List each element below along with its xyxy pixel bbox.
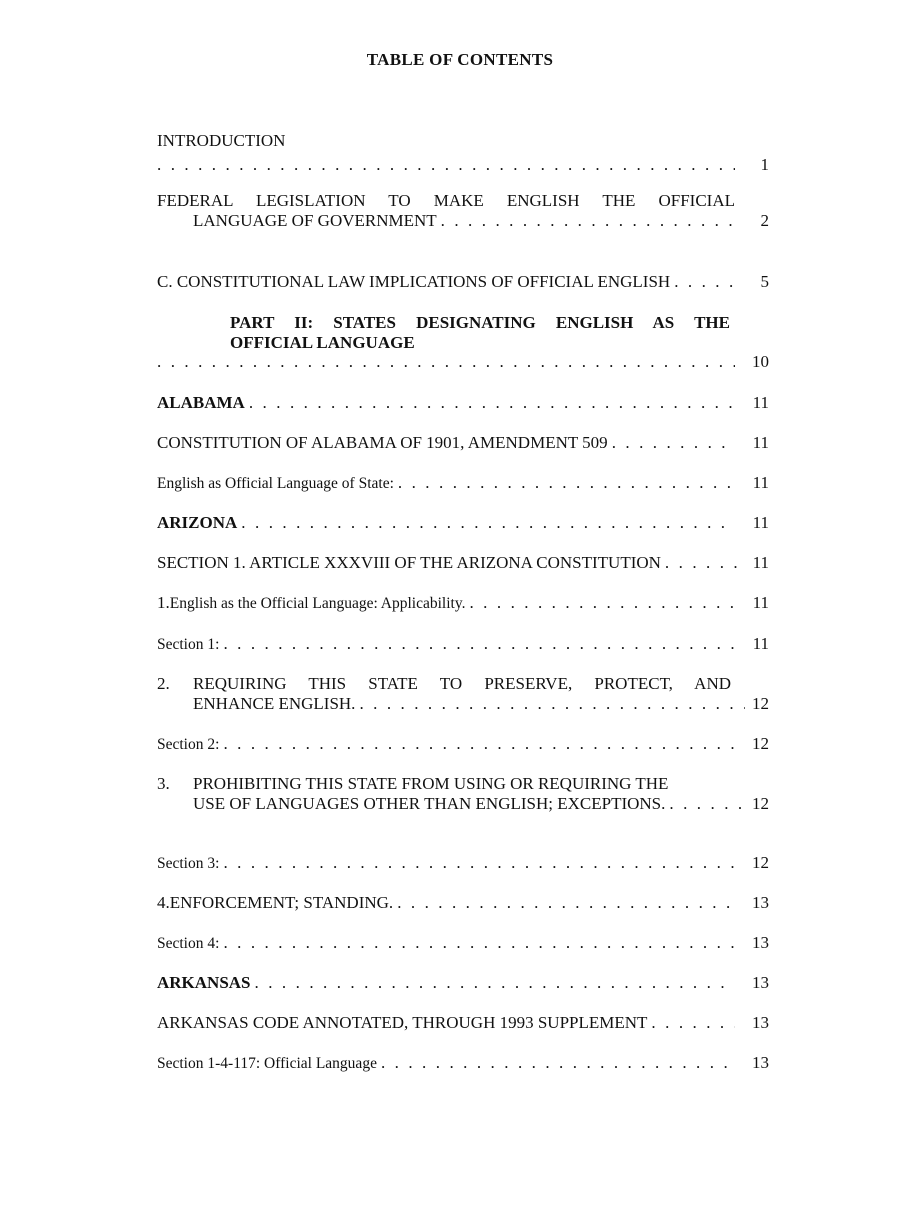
toc-page-number: 5: [760, 272, 769, 291]
dot-leader: [381, 1053, 735, 1073]
toc-entry-az-section-4[interactable]: [157, 933, 769, 954]
toc-page-number: 2: [760, 211, 769, 230]
dot-leader: [223, 853, 735, 873]
dot-leader: [157, 352, 735, 372]
toc-entry-text: PART II: STATES DESIGNATING ENGLISH AS THE: [230, 313, 730, 332]
toc-entry-text: Section 1:: [157, 636, 220, 653]
toc-entry-text: ARIZONA: [157, 513, 238, 532]
dot-leader: [674, 272, 735, 292]
toc-entry-az-item-3[interactable]: [157, 774, 769, 814]
toc-entry-text: SECTION 1. ARTICLE XXXVIII OF THE ARIZONA CONSTITUTION: [157, 553, 661, 572]
toc-page-number: 13: [752, 1053, 769, 1072]
dot-leader: [665, 553, 745, 573]
toc-entry-text: FEDERAL LEGISLATION TO MAKE ENGLISH THE OFFICIAL: [157, 191, 735, 210]
toc-page-number: 1: [760, 155, 769, 174]
toc-page-number: 11: [752, 634, 769, 653]
toc-item-number: 1.: [157, 593, 170, 612]
toc-entry-az-section-2[interactable]: [157, 734, 769, 755]
toc-entry-federal-legislation[interactable]: [157, 191, 769, 231]
toc-page-number: 12: [752, 794, 769, 813]
toc-entry-constitutional-law[interactable]: [157, 272, 769, 292]
toc-entry-text: Section 4:: [157, 935, 220, 952]
toc-entry-text: C. CONSTITUTIONAL LAW IMPLICATIONS OF OFFICIAL ENGLISH: [157, 272, 671, 291]
toc-page-number: 12: [752, 694, 769, 713]
toc-entry-text: ENFORCEMENT; STANDING.: [169, 893, 394, 912]
page-title: TABLE OF CONTENTS: [366, 50, 554, 69]
toc-page-number: 13: [752, 973, 769, 992]
toc-entry-text: ARKANSAS: [157, 973, 251, 992]
toc-entry-text: USE OF LANGUAGES OTHER THAN ENGLISH; EXCEPTIONS.: [193, 794, 666, 813]
dot-leader: [397, 893, 735, 913]
toc-entry-introduction[interactable]: [157, 131, 769, 175]
toc-entry-text: Section 3:: [157, 855, 220, 872]
toc-entry-az-section-3[interactable]: [157, 853, 769, 874]
toc-page-number: 11: [752, 513, 769, 532]
toc-entry-text: LANGUAGE OF GOVERNMENT: [193, 211, 437, 230]
toc-entry-text: OFFICIAL LANGUAGE: [230, 333, 415, 352]
toc-page-number: 11: [752, 433, 769, 452]
dot-leader: [249, 393, 735, 413]
toc-entry-text: PROHIBITING THIS STATE FROM USING OR REQUIRING THE: [193, 774, 669, 793]
toc-entry-text: English as the Official Language: Applicability.: [169, 595, 466, 612]
dot-leader: [612, 433, 735, 453]
toc-entry-arkansas-code[interactable]: [157, 1013, 769, 1033]
toc-page-number: 11: [752, 473, 769, 492]
toc-page-number: 13: [752, 893, 769, 912]
dot-leader: [223, 933, 735, 953]
toc-entry-text: ARKANSAS CODE ANNOTATED, THROUGH 1993 SUPPLEMENT: [157, 1013, 648, 1032]
toc-entry-text: CONSTITUTION OF ALABAMA OF 1901, AMENDMENT 509: [157, 433, 608, 452]
dot-leader: [157, 155, 735, 175]
toc-page-number: 12: [752, 734, 769, 753]
toc-page-number: 10: [752, 352, 769, 371]
dot-leader: [651, 1013, 735, 1033]
toc-item-number: 4.: [157, 893, 170, 912]
toc-entry-az-item-4[interactable]: [157, 893, 769, 913]
toc-entry-az-item-2[interactable]: [157, 674, 769, 714]
toc-entry-alabama[interactable]: [157, 393, 769, 413]
toc-entry-text: REQUIRING THIS STATE TO PRESERVE, PROTECT, AND: [193, 674, 731, 693]
toc-entry-text: ENHANCE ENGLISH.: [193, 694, 356, 713]
toc-entry-text: English as Official Language of State:: [157, 475, 394, 492]
toc-entry-arizona-article[interactable]: [157, 553, 769, 573]
toc-entry-text: Section 1-4-117: Official Language: [157, 1055, 377, 1072]
toc-page-number: 13: [752, 1013, 769, 1032]
toc-item-number: 3.: [157, 774, 170, 793]
toc-entry-text: ALABAMA: [157, 393, 245, 412]
dot-leader: [223, 634, 735, 654]
toc-entry-text: INTRODUCTION: [157, 131, 286, 150]
toc-part-heading[interactable]: [230, 313, 730, 353]
toc-page-number: 11: [752, 593, 769, 612]
dot-leader: [469, 593, 735, 613]
toc-entry-alabama-english[interactable]: [157, 473, 769, 494]
toc-entry-part-two-leader: [157, 352, 769, 372]
toc-entry-text: Section 2:: [157, 736, 220, 753]
dot-leader: [241, 513, 735, 533]
toc-page-number: 11: [752, 393, 769, 412]
toc-entry-alabama-constitution[interactable]: [157, 433, 769, 453]
toc-page-number: 11: [752, 553, 769, 572]
dot-leader: [398, 473, 735, 493]
toc-page-number: 12: [752, 853, 769, 872]
toc-item-number: 2.: [157, 674, 170, 693]
dot-leader: [441, 211, 735, 231]
toc-entry-arkansas[interactable]: [157, 973, 769, 993]
dot-leader: [223, 734, 735, 754]
toc-entry-arizona[interactable]: [157, 513, 769, 533]
toc-entry-az-section-1[interactable]: [157, 634, 769, 655]
dot-leader: [359, 694, 745, 714]
toc-entry-arkansas-section[interactable]: [157, 1053, 769, 1074]
dot-leader: [255, 973, 735, 993]
toc-page-number: 13: [752, 933, 769, 952]
toc-entry-az-item-1[interactable]: [157, 593, 769, 614]
dot-leader: [669, 794, 745, 814]
